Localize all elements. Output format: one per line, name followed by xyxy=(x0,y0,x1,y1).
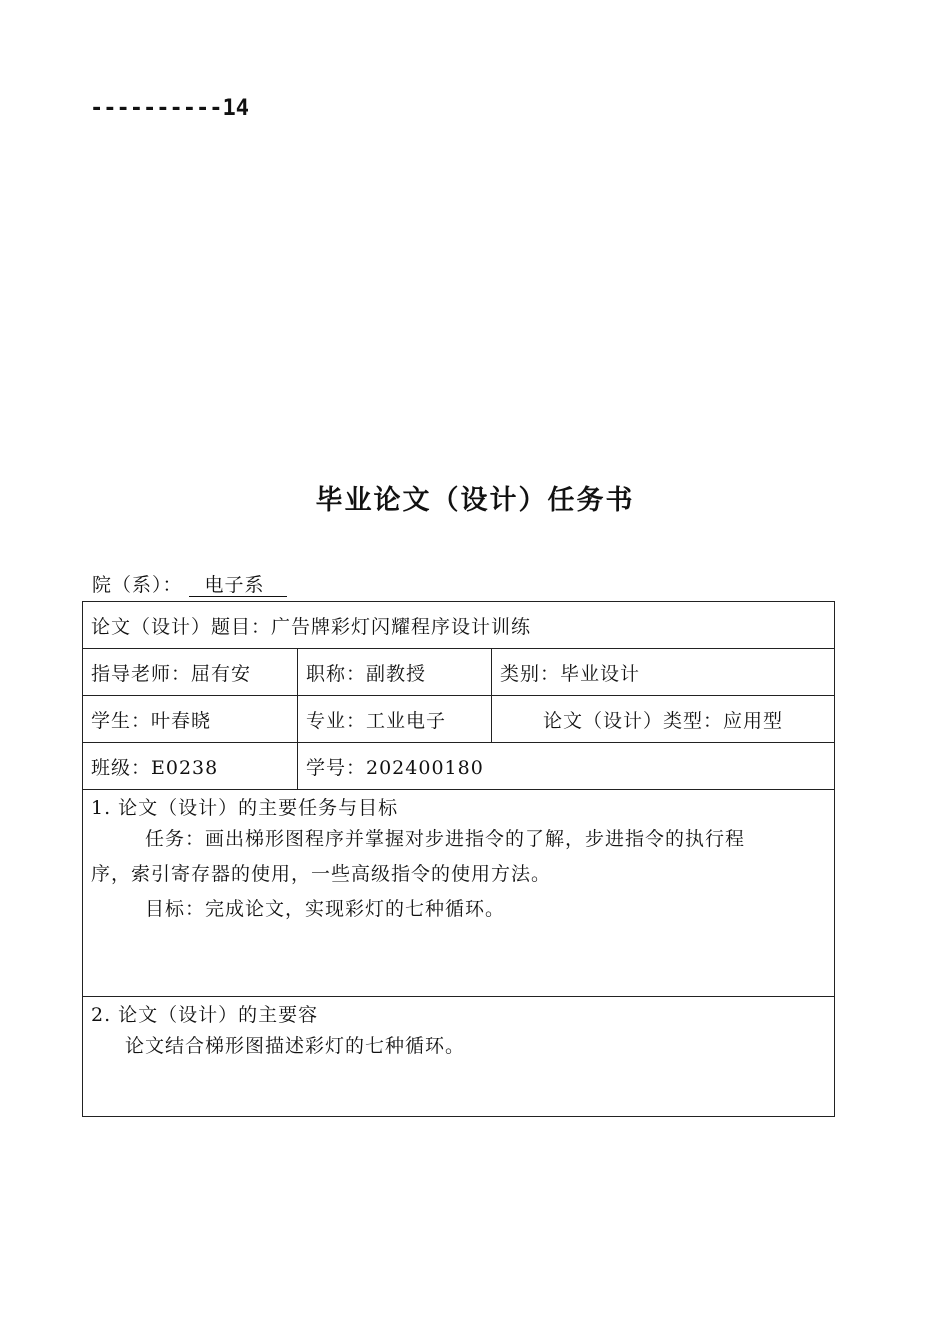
major-cell: 专业：工业电子 xyxy=(298,696,492,743)
class-cell: 班级：E0238 xyxy=(83,743,298,790)
task-table xyxy=(82,601,835,1117)
section1-title: 1. 论文（设计）的主要任务与目标 xyxy=(91,797,399,819)
student-cell: 学生：叶春晓 xyxy=(83,696,298,743)
section2-content: 论文结合梯形图描述彩灯的七种循环。 xyxy=(125,1035,466,1057)
topic-cell: 论文（设计）题目：广告牌彩灯闪耀程序设计训练 xyxy=(83,602,835,649)
department-line xyxy=(92,570,287,597)
page-number: ----------14 xyxy=(90,96,249,121)
department-value: 电子系 xyxy=(189,574,287,597)
advisor-cell: 指导老师：屈有安 xyxy=(83,649,298,696)
thesis-type-cell: 论文（设计）类型：应用型 xyxy=(492,696,835,743)
advisor-title-cell: 职称：副教授 xyxy=(298,649,492,696)
class-row xyxy=(83,743,835,790)
category-cell: 类别：毕业设计 xyxy=(492,649,835,696)
student-row xyxy=(83,696,835,743)
document-title: 毕业论文（设计）任务书 xyxy=(315,485,635,516)
section2-row xyxy=(83,997,835,1117)
student-id-cell: 学号：202400180 xyxy=(298,743,835,790)
section1-task-line2: 序，索引寄存器的使用，一些高级指令的使用方法。 xyxy=(91,863,552,885)
section1-goal: 目标：完成论文，实现彩灯的七种循环。 xyxy=(145,898,506,920)
section2-cell xyxy=(83,997,835,1117)
section1-task-line1: 任务：画出梯形图程序并掌握对步进指令的了解，步进指令的执行程 xyxy=(145,828,746,850)
section1-row xyxy=(83,790,835,997)
section1-cell xyxy=(83,790,835,997)
topic-row xyxy=(83,602,835,649)
section2-title: 2. 论文（设计）的主要容 xyxy=(91,1004,319,1026)
department-label: 院（系）： xyxy=(92,574,183,596)
advisor-row xyxy=(83,649,835,696)
